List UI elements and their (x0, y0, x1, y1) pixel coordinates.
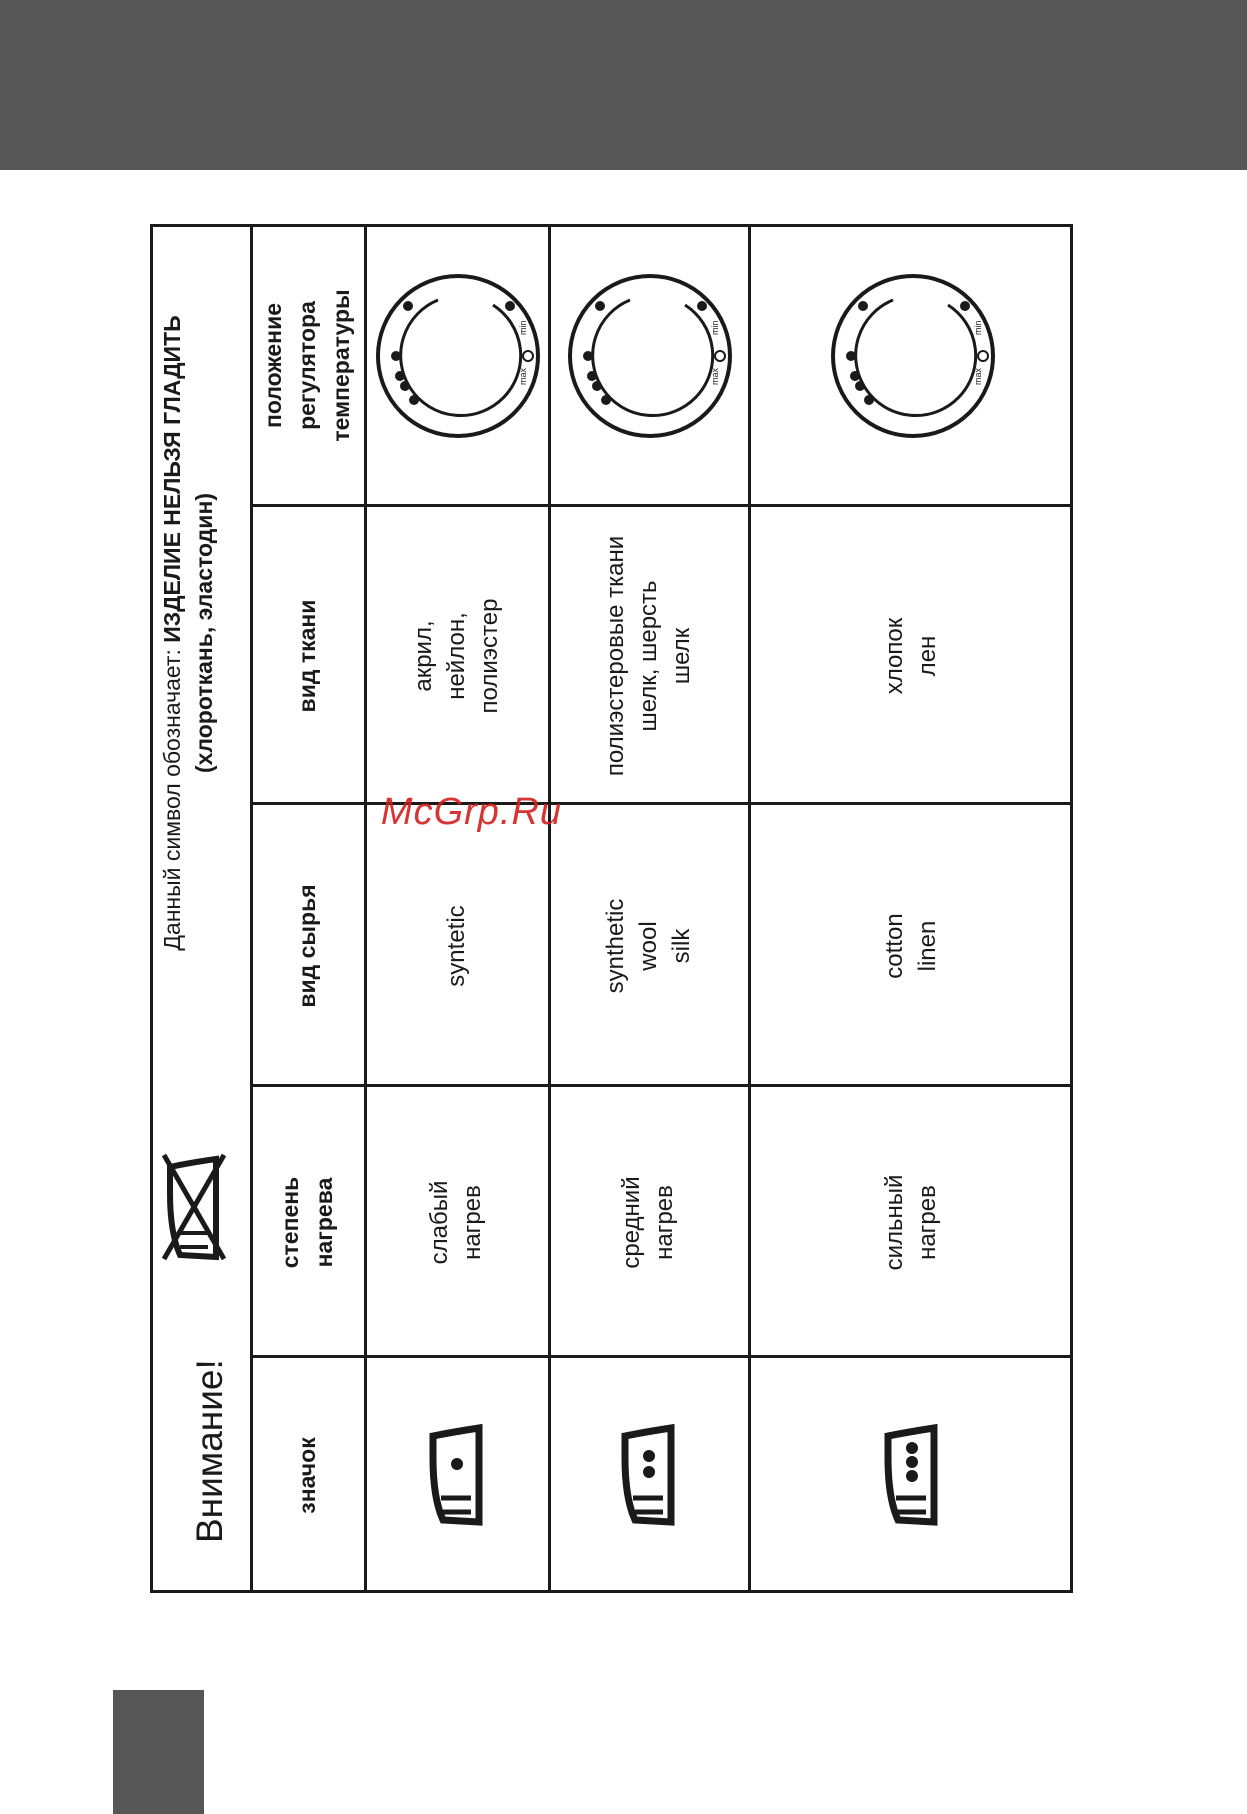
table-row-material: synthetic wool silk (601, 898, 695, 994)
table-row-icon-cell (748, 1358, 1073, 1593)
ironing-table-container (150, 224, 1073, 1593)
table-row-material: cotton linen (880, 913, 941, 979)
table-row-icon-cell (548, 1358, 748, 1593)
table-row-fabric: полиэстеровые ткани шелк, шерсть шелк (601, 535, 695, 777)
iron-one-dot-icon (421, 1421, 491, 1531)
top-bar (0, 0, 1247, 170)
ironing-table (150, 224, 1073, 1593)
table-row-material: syntetic (442, 905, 470, 987)
dial-max-label: max (518, 368, 528, 386)
table-row-heat: сильный нагрев (880, 1174, 941, 1271)
table-row-heat: средний нагрев (618, 1176, 678, 1269)
watermark: McGrp.Ru (380, 790, 563, 833)
table-row-heat: слабый нагрев (426, 1180, 486, 1265)
dial-min-label: min (972, 320, 983, 336)
table-row-icon-cell (364, 1358, 548, 1593)
attention-heading: Внимание! (189, 1359, 230, 1543)
warning-prefix: Данный символ обозначает: (159, 642, 185, 951)
table-row-fabric: акрил, нейлон, полиэстер (409, 598, 503, 714)
dial-min-label: min (710, 320, 720, 336)
iron-three-dots-icon (876, 1421, 946, 1531)
temperature-dial-max-icon (823, 251, 999, 481)
dial-max-label: max (972, 368, 983, 386)
warning-emphasis: ИЗДЕЛИЕ НЕЛЬЗЯ ГЛАДИТЬ (159, 315, 185, 643)
table-row-dial-cell (748, 224, 1073, 507)
column-header-icon: значок (294, 1437, 320, 1514)
do-not-iron-icon (158, 1153, 228, 1263)
column-header-regulator: положение регулятора температуры (260, 289, 354, 442)
temperature-dial-medium-icon (560, 251, 736, 481)
warning-materials: (хлороткань, эластодин) (191, 492, 217, 774)
page-tab (113, 1690, 204, 1814)
dial-min-label: min (518, 320, 528, 336)
column-header-heat: степень нагрева (277, 1176, 337, 1269)
table-row-fabric: хлопок лен (880, 617, 941, 695)
column-header-fabric: вид ткани (294, 599, 320, 713)
iron-two-dots-icon (613, 1421, 683, 1531)
table-row-dial-cell (548, 224, 748, 507)
temperature-dial-min-icon (368, 251, 544, 481)
dial-max-label: max (710, 368, 720, 386)
column-header-material: вид сырья (294, 884, 320, 1008)
warning-note (156, 233, 220, 1033)
table-row-dial-cell (364, 224, 548, 507)
